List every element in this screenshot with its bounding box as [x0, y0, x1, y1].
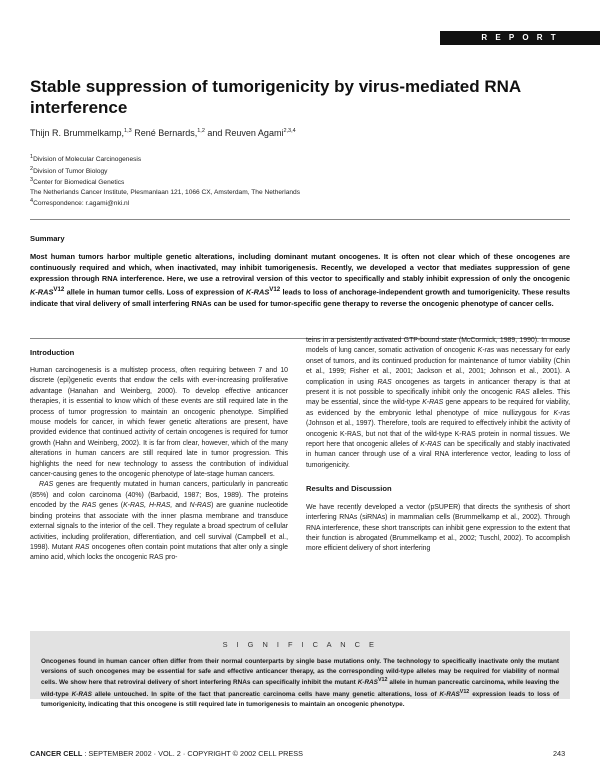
affiliation-line: $^2$Division of Tumor Biology — [30, 165, 108, 175]
significance-text: Oncogenes found in human cancer often differ from their normal counterparts by single base mutations only. The technology to specifically inactivate only the mutant versions of such oncogenes may be essential for safe and effective anticancer therapy, as the corresponding wild-type alleles may be required for viability of normal cells. We show here that retroviral delivery of short interfering RNAs can specifically inhibit the mutant $K-RAS^{V12}$ allele in human pancreatic carcinoma, while leaving the wild-type K-RAS allele untouched. In spite of the fact that pancreatic carcinoma cells have many genetic alterations, loss of $K-RAS^{V12}$ expression leads to loss of tumorigenicity, indicating that this oncogene is still required late in tumorigenesis to maintain an oncogenic phenotype. — [41, 658, 559, 709]
author-list — [30, 128, 296, 138]
footer-journal-line — [30, 749, 303, 758]
summary-text: Most human tumors harbor multiple genetic alterations, including dominant mutant oncogenes. It is often not clear which of these oncogenes are continuously required and which, when inactivated, may inhibit tumorigenesis. Recently, we developed a vector that mediates suppression of gene expression through RNA interference. Here, we use a retroviral version of this vector to specifically and stably inhibit expression of only the oncogenic $K-RAS^{V12}$ allele in human tumor cells. Loss of expression of $K-RAS^{V12}$ leads to loss of anchorage-independent growth and tumorigenicity. These results indicate that viral delivery of small interfering RNAs can be used for tumor-specific gene therapy to reverse the oncogenic phenotype of cancer cells. — [30, 252, 570, 308]
summary-top-divider — [30, 219, 570, 220]
article-title: Stable suppression of tumorigenicity by virus-mediated RNA interference — [30, 77, 521, 117]
author-name: René Bernards, — [131, 128, 198, 138]
page-number: 243 — [553, 749, 566, 758]
journal-name: CANCER CELL — [30, 749, 83, 758]
author-affil-sup: 1,2 — [197, 128, 205, 134]
results-paragraph-1: We have recently developed a vector (pSUPER) that directs the synthesis of short interfering RNAs (siRNAs) in mammalian cells (Brummelkamp et al., 2002). Through RNA interference, these short transcripts can inhibit gene expression to the extent that their function is abrogated (Brummelkamp et al., 2002; Tuschl, 2002). To accomplish more efficient delivery of short interfering — [306, 503, 570, 553]
report-label: R E P O R T — [440, 31, 600, 45]
affiliation-line: $^1$Division of Molecular Carcinogenesis — [30, 154, 142, 164]
author-name: and Reuven Agami — [204, 128, 284, 138]
introduction-heading: Introduction — [30, 348, 75, 357]
column-left — [30, 366, 288, 564]
affiliation-line: $^3$Center for Biomedical Genetics — [30, 177, 125, 187]
affiliation-line: $^4$Correspondence: r.agami@nki.nl — [30, 198, 130, 208]
intro-paragraph-3: teins in a persistently activated GTP-bound state (McCormick, 1989, 1990). In mouse models of lung cancer, somatic activation of oncogenic K-ras was necessary for early onset of tumors, and its continued production for maintenance of tumor viability (Chin et al., 1999; Fisher et al., 2001; Jackson et al., 2001; Johnson et al., 2001). A complication in using RAS oncogenes as targets in anticancer therapy is that at present it is not possible to specifically inhibit only the oncogenic RAS alleles. This may be essential, since the wild-type K-RAS gene appears to be required for viability, as evidenced by the embryonic lethal phenotype of mice nullizygous for K-ras (Johnson et al., 1997). Therefore, tools are required to effectively inhibit the activity of oncogenic K-RAS, but not that of the wild-type K-RAS protein in normal tissues. We report here that oncogenic alleles of K-RAS can be specifically and stably inactivated in human cancer through use of a viral RNA interference vector, leading to loss of tumorigenicity. — [306, 337, 571, 469]
summary-heading: Summary — [30, 234, 65, 243]
affiliations — [30, 153, 300, 209]
journal-issue: : SEPTEMBER 2002 · VOL. 2 · COPYRIGHT © 2002 CELL PRESS — [82, 749, 304, 758]
column-right — [306, 336, 570, 555]
affiliation-line: The Netherlands Cancer Institute, Plesmanlaan 121, 1066 CX, Amsterdam, The Netherlands — [30, 188, 301, 196]
significance-heading: S I G N I F I C A N C E — [222, 640, 378, 649]
intro-paragraph-1: Human carcinogenesis is a multistep process, often requiring between 7 and 10 discrete (epi)genetic events that endow the cells with ever-increasing proliferative advantage (Hanahan and Weinberg, 2000). To develop effective anticancer therapies, it is essential to know which of these events are still required late in the process of tumor progression to maintain an oncogenic phenotype. Simplified mouse models for cancer, in which fewer genetic alterations are present, have provided evidence that continued activity of certain oncogenes is required for tumor growth (Hahn and Weinberg, 2002). It is far from clear, however, which of the many alterations in human cancers are still required late in tumor progression. This highlights the need for new technology to assess the contribution of individual cancer-causing genes to the oncogenic phenotype of late-stage human cancers. — [30, 367, 288, 479]
intro-paragraph-2: RAS genes are frequently mutated in human cancers, particularly in pancreatic (85%) and colon carcinoma (40%) (Barbacid, 1987; Bos, 1989). The proteins encoded by the RAS genes (K-RAS, H-RAS, and N-RAS) are guanine nucleotide binding proteins that associate with the inner plasma membrane and transduce external signals to the interior of the cell. They regulate a broad spectrum of cellular activities, including proliferation, differentiation, and cell survival (Campbell et al., 1998). Mutant RAS oncogenes often contain point mutations that alter only a single amino acid, which locks the oncogenic RAS pro- — [30, 481, 288, 562]
results-heading: Results and Discussion — [306, 484, 392, 494]
author-affil-sup: 2,3,4 — [283, 128, 296, 134]
author-affil-sup: 1,3 — [124, 128, 132, 134]
author-name: Thijn R. Brummelkamp, — [30, 128, 125, 138]
significance-box — [30, 631, 570, 709]
